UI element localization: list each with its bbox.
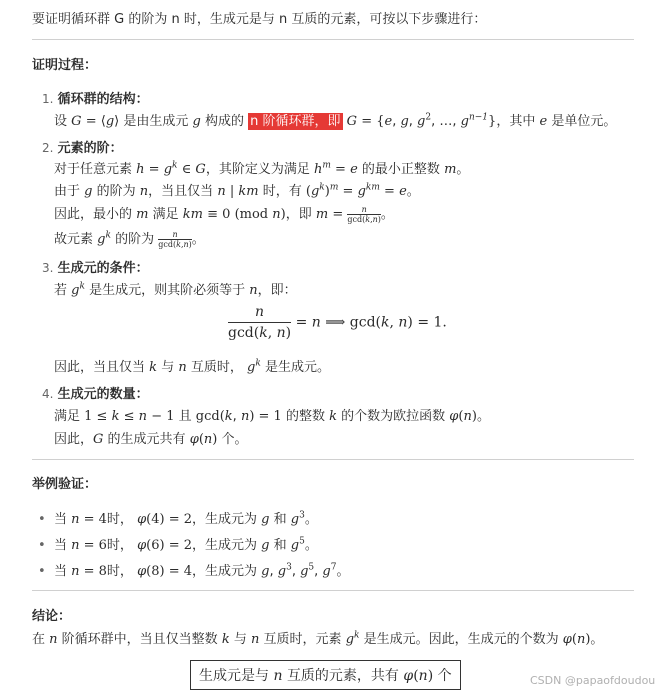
step-3-line-2: 因此，当且仅当 k 与 n 互质时， $g^k$ 是生成元。 xyxy=(54,358,330,375)
boxed-answer: 生成元是与 n 互质的元素，共有 φ(n) 个 xyxy=(190,660,461,690)
step-2-title: 2. 元素的阶： xyxy=(42,141,123,156)
example-heading: 举例验证： xyxy=(32,477,98,492)
step-1-title: 1. 循环群的结构： xyxy=(42,92,149,107)
step-2-line-3: 因此，最小的 m 满足 km ≡ 0 (mod n)，即 m = $\frac{n}{\gcd(k,n)}$ 。 xyxy=(54,205,394,224)
divider-1 xyxy=(32,39,634,40)
divider-3 xyxy=(32,590,634,591)
step-3-display-equation: n gcd(k, n) = n ⟹ gcd(k, n) = 1. xyxy=(228,304,447,341)
example-item-1: • 当 n = 4时， φ(4) = 2，生成元为 g 和 $g^3$。 xyxy=(38,510,318,527)
conclusion-heading: 结论： xyxy=(32,609,72,624)
intro-text: 要证明循环群 G 的阶为 n 时，生成元是与 n 互质的元素，可按以下步骤进行： xyxy=(32,12,487,27)
step-3-title: 3. 生成元的条件： xyxy=(42,261,149,276)
intro-line xyxy=(32,8,486,27)
divider-2 xyxy=(32,459,634,460)
proof-heading: 证明过程： xyxy=(32,58,98,73)
conclusion-line: 在 n 阶循环群中，当且仅当整数 k 与 n 互质时，元素 $g^k$ 是生成元。因此，生成元的个数为 φ(n)。 xyxy=(32,630,604,647)
step-2-line-4: 故元素 $g^k$ 的阶为 $\frac{n}{\gcd(k,n)}$ 。 xyxy=(54,230,205,249)
example-item-2: • 当 n = 6时， φ(6) = 2，生成元为 g 和 $g^5$。 xyxy=(38,536,318,553)
example-item-3: • 当 n = 8时， φ(8) = 4，生成元为 g, $g^3$, $g^5$, $g^7$。 xyxy=(38,562,350,579)
step-2-line-1: 对于任意元素 $h = g^k$ ∈ G，其阶定义为满足 $h^m = e$ 的最小正整数 m。 xyxy=(54,160,470,177)
watermark: CSDN @papaofdoudou xyxy=(530,674,656,687)
step-4-line-2: 因此，G 的生成元共有 φ(n) 个。 xyxy=(54,432,248,447)
step-4-line-1: 满足 1 ≤ k ≤ n − 1 且 gcd(k, n) = 1 的整数 k 的个数为欧拉函数 φ(n)。 xyxy=(54,409,490,424)
step-1-line: 设 G = ⟨g⟩ 是由生成元 g 构成的 n 阶循环群，即 G = {e, g, $g^2$, …, $g^{n-1}$}，其中 e 是单位元。 xyxy=(54,112,617,129)
step-3-line-1: 若 $g^k$ 是生成元，则其阶必须等于 n，即： xyxy=(54,281,297,298)
step-4-title: 4. 生成元的数量： xyxy=(42,387,149,402)
highlighted-phrase: n 阶循环群，即 xyxy=(250,114,341,129)
step-2-line-2: 由于 g 的阶为 n，当且仅当 n | km 时，有 $(g^k)^m = g^{km} = e$。 xyxy=(54,182,420,199)
